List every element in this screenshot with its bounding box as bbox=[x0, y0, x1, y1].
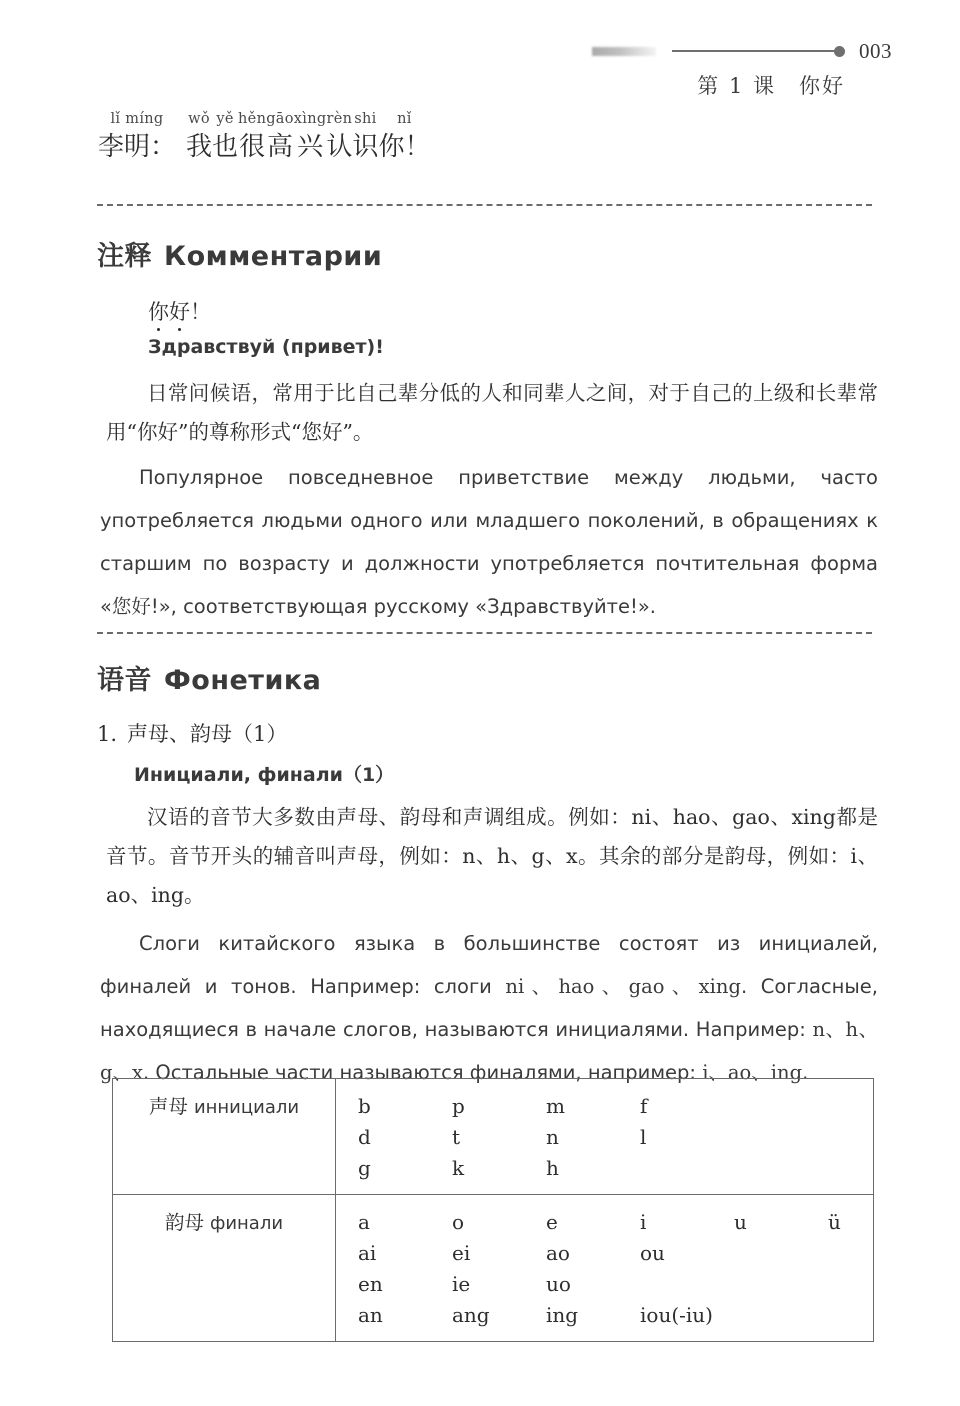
para-ru-examples: ni、hao、gao、xing bbox=[505, 975, 741, 998]
notes-heading-cn: 注释 bbox=[97, 241, 152, 272]
note-term-ru: Здравствуй (привет)! bbox=[148, 336, 384, 358]
value-cell: ei bbox=[452, 1241, 471, 1265]
phonetics-subheading-ru: Инициали, финали（1） bbox=[134, 764, 395, 786]
token-pinyin: shi bbox=[354, 111, 377, 127]
para-ru-seg: . Согласные, находящиеся в начале слогов, называются инициалями. Например: bbox=[100, 975, 878, 1041]
table-row bbox=[113, 1079, 874, 1195]
ruby-token bbox=[352, 112, 378, 164]
value-cell: p bbox=[452, 1094, 465, 1118]
token-pinyin: hěn bbox=[238, 111, 267, 127]
value-line bbox=[336, 1091, 873, 1122]
phonetics-heading-cn: 语音 bbox=[97, 665, 152, 696]
value-cell: f bbox=[640, 1094, 648, 1118]
ruby-token bbox=[212, 112, 238, 164]
ruby-token bbox=[326, 112, 352, 164]
value-cell: iou(-iu) bbox=[640, 1303, 713, 1327]
row-label-cn: 韵母 bbox=[164, 1211, 204, 1234]
ruby-row bbox=[98, 112, 430, 164]
value-cell: k bbox=[452, 1156, 465, 1180]
speaker-name bbox=[98, 112, 176, 164]
para-ru-examples: n、h、g、x bbox=[100, 1018, 878, 1084]
token-hanzi: 我 bbox=[186, 132, 213, 162]
value-cell: o bbox=[452, 1210, 465, 1234]
value-cell: ou bbox=[640, 1241, 665, 1265]
ruby-token bbox=[294, 112, 327, 164]
value-cell: an bbox=[358, 1303, 383, 1327]
value-cell: d bbox=[358, 1125, 371, 1149]
table-row-values bbox=[336, 1195, 874, 1342]
token-pinyin: gāo bbox=[266, 111, 294, 127]
value-cell: ang bbox=[452, 1303, 490, 1327]
notes-heading-ru: Комментарии bbox=[164, 241, 383, 272]
para-cn-seg: 。 bbox=[183, 883, 205, 907]
note-term-cn bbox=[148, 296, 211, 326]
value-cell: ü bbox=[828, 1210, 841, 1234]
para-cn-seg: 。其余的部分是韵母，例如： bbox=[577, 844, 851, 868]
speaker-hanzi: 李明： bbox=[98, 132, 177, 162]
para-ru-seg: . Остальные части называются финалями, например: bbox=[142, 1061, 703, 1084]
phonetics-subheading-cn bbox=[97, 718, 287, 748]
note-term-char: 你 bbox=[148, 296, 169, 326]
token-hanzi: 识 bbox=[352, 132, 379, 162]
para-ru-seg: Слоги китайского языка в большинстве состоят из инициалей, финалей и тонов. Например: слоги bbox=[100, 932, 878, 998]
token-pinyin: xìng bbox=[293, 111, 327, 127]
running-head bbox=[592, 38, 892, 64]
value-cell: e bbox=[546, 1210, 558, 1234]
value-cell: t bbox=[452, 1125, 461, 1149]
lesson-title: 第 1 课 你好 bbox=[697, 74, 845, 98]
para-cn-examples: i、ao、ing bbox=[106, 844, 878, 907]
table-row bbox=[113, 1195, 874, 1342]
value-cell: l bbox=[640, 1125, 647, 1149]
notes-section-heading bbox=[97, 234, 382, 273]
value-cell: n bbox=[546, 1125, 559, 1149]
token-pinyin: nǐ bbox=[397, 111, 412, 127]
token-hanzi: 兴 bbox=[297, 132, 324, 162]
page-number: 003 bbox=[859, 38, 892, 63]
ruby-token bbox=[266, 112, 294, 164]
para-cn-examples: n、h、g、x bbox=[462, 844, 578, 868]
para-ru-examples: i、ao、ing bbox=[702, 1061, 803, 1084]
value-line bbox=[336, 1300, 873, 1331]
value-line bbox=[336, 1238, 873, 1269]
header-smudge-icon bbox=[592, 47, 656, 56]
phonetics-section-heading bbox=[97, 658, 321, 697]
table-row-values bbox=[336, 1079, 874, 1195]
token-hanzi: 也 bbox=[212, 132, 239, 162]
ruby-token bbox=[378, 112, 430, 164]
notes-paragraph-ru: Популярное повседневное приветствие между людьми, часто употребляется людьми одного или младшего поколений, в обращениях к старшим по возрасту и должности употребляется почтительная форма «您好!», соответствующая русскому «Здравствуйте!». bbox=[100, 466, 878, 618]
token-pinyin: rèn bbox=[326, 111, 353, 127]
row-label-cn: 声母 bbox=[148, 1095, 188, 1118]
para-ru-seg: . bbox=[802, 1061, 809, 1084]
value-cell: ao bbox=[546, 1241, 570, 1265]
header-rule bbox=[672, 50, 836, 52]
value-cell: g bbox=[358, 1156, 371, 1180]
token-pinyin: wǒ bbox=[188, 111, 210, 127]
value-line bbox=[336, 1153, 873, 1184]
row-label-ru: финали bbox=[209, 1213, 284, 1234]
note-term-char: 好 bbox=[169, 296, 190, 326]
value-cell: a bbox=[358, 1210, 370, 1234]
table-row-label bbox=[113, 1195, 336, 1342]
value-line bbox=[336, 1269, 873, 1300]
value-cell: i bbox=[640, 1210, 647, 1234]
token-hanzi: 很 bbox=[239, 132, 266, 162]
token-hanzi: 你！ bbox=[378, 132, 431, 162]
section-divider bbox=[97, 204, 872, 206]
table-row-label bbox=[113, 1079, 336, 1195]
row-label-ru: иннициали bbox=[193, 1097, 300, 1118]
ruby-token bbox=[186, 112, 212, 164]
header-dot-icon bbox=[834, 46, 845, 57]
speaker-pinyin: lǐ míng bbox=[110, 111, 164, 127]
value-cell: ing bbox=[546, 1303, 579, 1327]
value-cell: m bbox=[546, 1094, 565, 1118]
value-line bbox=[336, 1207, 873, 1238]
note-term-punct: ！ bbox=[190, 300, 211, 324]
section-divider bbox=[97, 632, 872, 634]
ruby-token bbox=[238, 112, 266, 164]
value-line bbox=[336, 1122, 873, 1153]
subheading-index: 1. bbox=[97, 722, 118, 746]
para-cn-seg: 都是音节。音节开头的辅音叫声母，例如： bbox=[106, 805, 879, 868]
phonetics-paragraph-ru bbox=[100, 922, 878, 1094]
phonetics-paragraph-cn bbox=[106, 798, 878, 915]
value-cell: uo bbox=[546, 1272, 571, 1296]
value-cell: ai bbox=[358, 1241, 377, 1265]
initials-finals-table bbox=[112, 1078, 874, 1342]
value-cell: b bbox=[358, 1094, 371, 1118]
value-cell: h bbox=[546, 1156, 559, 1180]
subheading-text-cn: 声母、韵母（1） bbox=[127, 722, 288, 746]
value-cell: en bbox=[358, 1272, 383, 1296]
token-hanzi: 高 bbox=[266, 132, 293, 162]
para-cn-examples: ni、hao、gao、xing bbox=[631, 805, 836, 829]
value-cell: ie bbox=[452, 1272, 471, 1296]
para-cn-seg: 汉语的音节大多数由声母、韵母和声调组成。例如： bbox=[147, 805, 632, 829]
dialogue-line bbox=[98, 112, 430, 164]
notes-paragraph-cn: 日常问候语，常用于比自己辈分低的人和同辈人之间，对于自己的上级和长辈常用“你好”的尊称形式“您好”。 bbox=[106, 381, 878, 444]
token-hanzi: 认 bbox=[326, 132, 353, 162]
phonetics-heading-ru: Фонетика bbox=[164, 665, 322, 696]
token-pinyin: yě bbox=[216, 111, 234, 127]
value-cell: u bbox=[734, 1210, 747, 1234]
